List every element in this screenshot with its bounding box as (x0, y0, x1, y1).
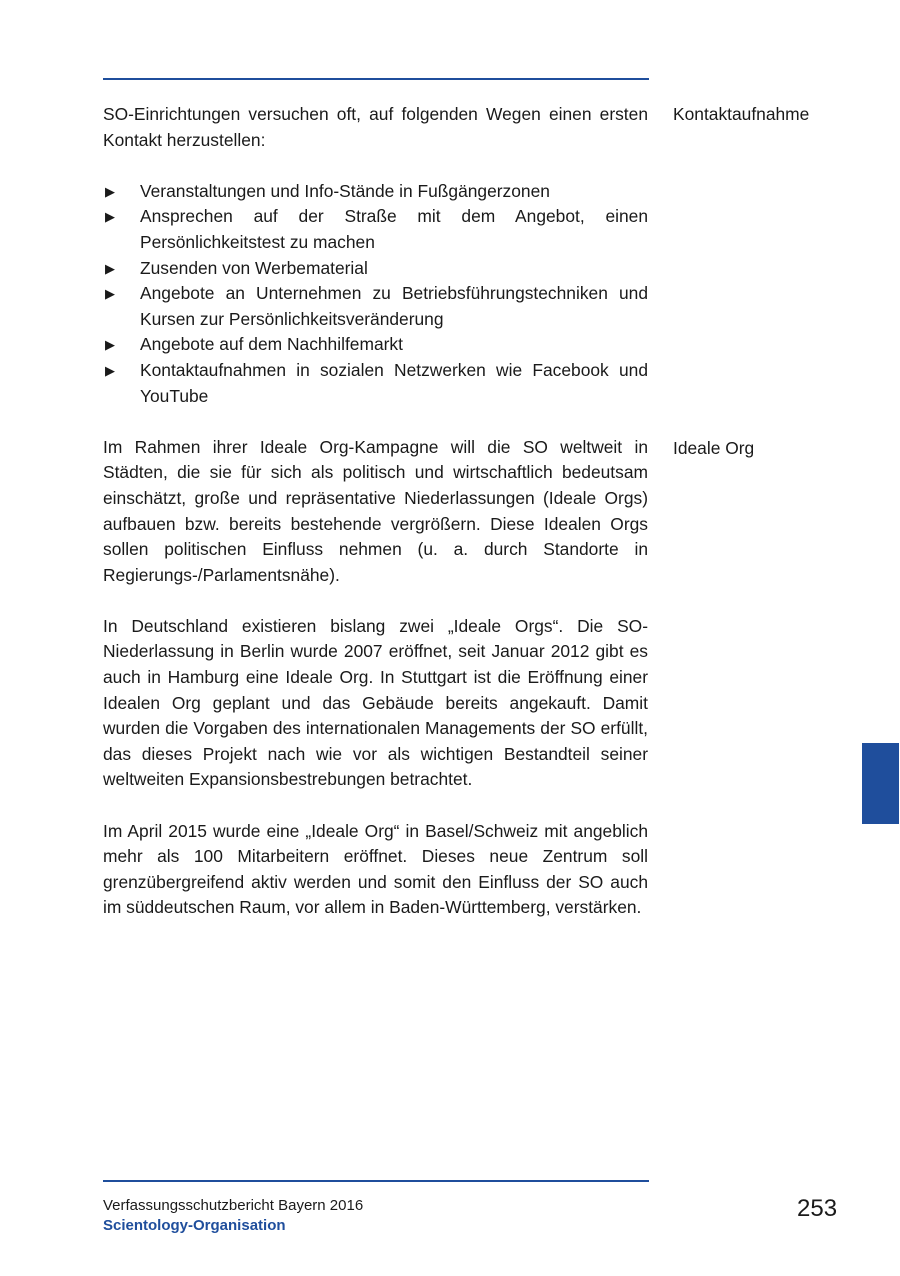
footer-report-title: Verfassungsschutzbericht Bayern 2016 (103, 1197, 364, 1214)
bullet-triangle-icon: ▶ (105, 286, 115, 302)
list-item-text: Angebote an Unternehmen zu Betriebsführungstechniken und Kursen zur Persönlichkeitsveränderung (140, 283, 648, 329)
footer-rule (103, 1180, 649, 1182)
marginal-note-ideale-org: Ideale Org (673, 438, 755, 458)
intro-paragraph: SO-Einrichtungen versuchen oft, auf folgenden Wegen einen ersten Kontakt herzustellen: (103, 104, 648, 150)
list-item-text: Veranstaltungen und Info-Stände in Fußgängerzonen (140, 180, 550, 201)
bullet-triangle-icon: ▶ (105, 260, 115, 276)
contact-methods-list (103, 179, 648, 409)
list-item (103, 204, 648, 255)
paragraph-deutschland: In Deutschland existieren bislang zwei „Ideale Orgs“. Die SO-Niederlassung in Berlin wurde 2007 eröffnet, seit Januar 2012 gibt es auch in Hamburg eine Ideale Org. In Stuttgart ist die Eröffnung einer Idealen Org geplant und das Gebäude bereits angekauft. Damit wurden die Vorgaben des internationalen Managements der SO erfüllt, das dieses Projekt nach wie vor als wichtigen Bestandteil seiner weltweiten Expansionsbestrebungen betrachtet. (103, 615, 648, 790)
header-rule (103, 78, 649, 80)
paragraph-basel: Im April 2015 wurde eine „Ideale Org“ in Basel/Schweiz mit angeblich mehr als 100 Mitarbeitern eröffnet. Dieses neue Zentrum soll grenzübergreifend aktiv werden und somit den Einfluss der SO auch im süddeutschen Raum, vor allem in Baden-Württemberg, verstärken. (103, 820, 648, 918)
list-item (103, 256, 648, 282)
bullet-triangle-icon: ▶ (105, 183, 115, 199)
footer-section-title: Scientology-Organisation (103, 1217, 286, 1234)
list-item-text: Ansprechen auf der Straße mit dem Angebot, einen Persönlichkeitstest zu machen (140, 206, 648, 252)
bullet-triangle-icon: ▶ (105, 209, 115, 225)
bullet-triangle-icon: ▶ (105, 362, 115, 378)
footer (103, 1196, 363, 1236)
list-item (103, 332, 648, 358)
paragraph-ideale-org-kampagne: Im Rahmen ihrer Ideale Org-Kampagne will die SO weltweit in Städten, die sie für sich als politisch und wirtschaftlich bedeutsam einschätzt, große und repräsentative Niederlassungen (Ideale Orgs) aufbauen bzw. bereits bestehende vergrößern. Diese Idealen Orgs sollen politischen Einfluss nehmen (u. a. durch Standorte in Regierungs-/Parlamentsnähe). (103, 436, 648, 585)
list-item-text: Zusenden von Werbematerial (140, 257, 368, 278)
page-number: 253 (797, 1195, 838, 1222)
list-item (103, 358, 648, 409)
chapter-tab-marker (862, 743, 899, 824)
list-item-text: Angebote auf dem Nachhilfemarkt (140, 334, 403, 355)
bullet-triangle-icon: ▶ (105, 337, 115, 353)
main-text-column (103, 102, 648, 921)
list-item (103, 179, 648, 205)
marginal-note-kontaktaufnahme: Kontaktaufnahme (673, 104, 810, 124)
list-item (103, 281, 648, 332)
list-item-text: Kontaktaufnahmen in sozialen Netzwerken wie Facebook und YouTube (140, 359, 648, 406)
